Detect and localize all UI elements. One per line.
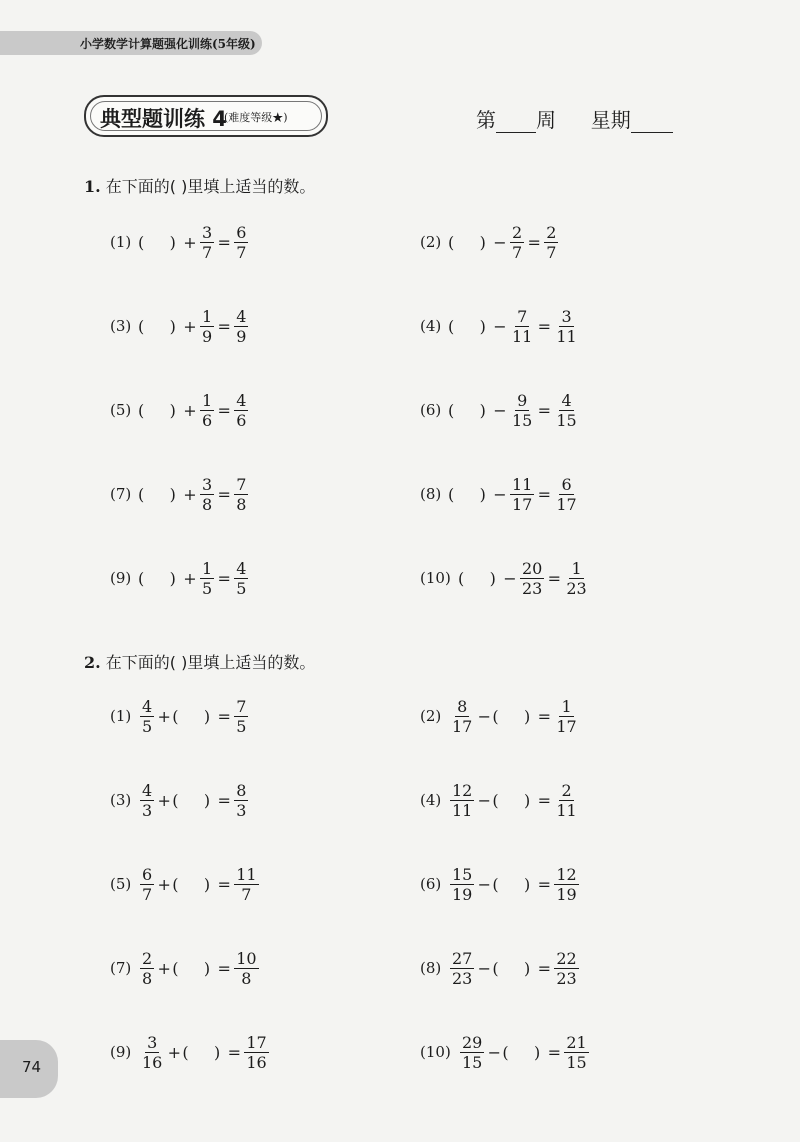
question-2-title	[84, 650, 315, 673]
equals-sign: =	[217, 706, 231, 726]
problem-label: (1)	[110, 233, 132, 251]
question-1-number: 1.	[84, 177, 101, 196]
result-fraction-denominator: 19	[556, 884, 577, 904]
operand-fraction	[450, 865, 474, 904]
result-fraction-numerator: 2	[561, 780, 572, 800]
operand-fraction-denominator: 7	[202, 242, 213, 262]
result-fraction	[554, 697, 578, 736]
operator: −	[493, 484, 507, 504]
operator: −	[487, 1042, 502, 1062]
operand-fraction-denominator: 3	[142, 800, 153, 820]
answer-blank[interactable]: ( )	[172, 790, 211, 810]
equals-sign: =	[537, 484, 552, 504]
result-fraction-numerator: 4	[236, 306, 247, 326]
result-fraction-denominator: 23	[556, 968, 577, 988]
operand-fraction-numerator: 3	[202, 222, 213, 242]
result-fraction-denominator: 11	[556, 326, 577, 346]
answer-blank[interactable]: ( )	[172, 958, 211, 978]
problem	[420, 220, 560, 264]
result-fraction	[234, 559, 248, 598]
weekday-label: 星期	[590, 108, 631, 132]
operand-fraction	[140, 865, 154, 904]
result-fraction-denominator: 5	[236, 578, 247, 598]
operand-fraction-numerator: 29	[462, 1032, 483, 1052]
problem-label: (3)	[110, 317, 132, 335]
operand-fraction-numerator: 3	[147, 1032, 158, 1052]
exercise-title-box	[84, 95, 328, 137]
operand-fraction	[200, 223, 214, 262]
result-fraction-denominator: 7	[546, 242, 557, 262]
problem-label: (4)	[420, 791, 442, 809]
equals-sign: =	[217, 484, 231, 504]
problem	[420, 778, 581, 822]
operand-fraction	[450, 781, 474, 820]
answer-blank[interactable]: ( )	[182, 1042, 221, 1062]
answer-blank[interactable]: ( )	[138, 568, 176, 588]
operand-fraction	[200, 559, 214, 598]
problem	[420, 388, 581, 432]
operand-fraction	[140, 949, 154, 988]
result-fraction-denominator: 3	[236, 800, 247, 820]
result-fraction	[234, 475, 248, 514]
operand-fraction-numerator: 1	[202, 390, 213, 410]
answer-blank[interactable]: ( )	[138, 400, 176, 420]
problem	[110, 946, 261, 990]
problem-label: (7)	[110, 959, 132, 977]
operand-fraction-numerator: 15	[452, 864, 473, 884]
operator: +	[183, 568, 197, 588]
operand-fraction	[510, 223, 524, 262]
problem-label: (5)	[110, 875, 132, 893]
equals-sign: =	[537, 706, 552, 726]
operand-fraction-denominator: 11	[512, 326, 533, 346]
week-number-blank[interactable]	[496, 108, 536, 133]
operand-fraction-numerator: 27	[452, 948, 473, 968]
operand-fraction-denominator: 11	[452, 800, 473, 820]
equals-sign: =	[217, 316, 231, 336]
operand-fraction-numerator: 12	[452, 780, 473, 800]
operator: −	[477, 706, 492, 726]
operand-fraction-denominator: 23	[522, 578, 543, 598]
weekday-blank[interactable]	[631, 108, 673, 133]
week-di-label: 第	[476, 108, 496, 132]
equals-sign: =	[547, 1042, 562, 1062]
operand-fraction-denominator: 5	[142, 716, 153, 736]
operator: +	[157, 958, 171, 978]
answer-blank[interactable]: ( )	[458, 568, 496, 588]
result-fraction	[234, 391, 248, 430]
result-fraction	[554, 307, 578, 346]
result-fraction	[234, 307, 248, 346]
operator: +	[167, 1042, 182, 1062]
operator: +	[183, 484, 197, 504]
operator: −	[477, 790, 492, 810]
equals-sign: =	[217, 400, 231, 420]
result-fraction-denominator: 8	[241, 968, 252, 988]
result-fraction-numerator: 8	[236, 780, 247, 800]
operand-fraction	[520, 559, 544, 598]
equals-sign: =	[537, 874, 552, 894]
operand-fraction-denominator: 5	[202, 578, 213, 598]
operator: −	[477, 874, 492, 894]
operator: +	[183, 400, 197, 420]
problem-label: (2)	[420, 707, 442, 725]
operator: +	[157, 706, 171, 726]
answer-blank[interactable]: ( )	[448, 400, 486, 420]
result-fraction-denominator: 5	[236, 716, 247, 736]
operand-fraction-denominator: 23	[452, 968, 473, 988]
operand-fraction-denominator: 17	[452, 716, 473, 736]
operand-fraction-denominator: 19	[452, 884, 473, 904]
operand-fraction-numerator: 4	[142, 780, 153, 800]
result-fraction-numerator: 4	[236, 558, 247, 578]
operand-fraction	[460, 1033, 484, 1072]
operator: +	[157, 874, 171, 894]
page-number: 74	[22, 1058, 42, 1076]
result-fraction-denominator: 9	[236, 326, 247, 346]
operand-fraction-denominator: 17	[512, 494, 533, 514]
result-fraction	[554, 949, 578, 988]
result-fraction	[234, 865, 258, 904]
operand-fraction-denominator: 16	[142, 1052, 163, 1072]
result-fraction	[554, 781, 578, 820]
equals-sign: =	[217, 232, 231, 252]
result-fraction	[234, 781, 248, 820]
problem	[110, 304, 250, 348]
week-line	[476, 104, 673, 133]
equals-sign: =	[537, 316, 552, 336]
result-fraction-numerator: 7	[236, 696, 247, 716]
equals-sign: =	[217, 790, 231, 810]
exercise-title: 典型题训练 4	[100, 107, 227, 131]
series-title: 小学数学计算题强化训练(5年级)	[80, 37, 256, 51]
problem	[420, 862, 581, 906]
problem-label: (10)	[420, 1043, 451, 1061]
problem	[420, 946, 581, 990]
operand-fraction	[200, 307, 214, 346]
result-fraction	[244, 1033, 268, 1072]
result-fraction	[554, 475, 578, 514]
operand-fraction-denominator: 8	[142, 968, 153, 988]
result-fraction-numerator: 12	[556, 864, 577, 884]
answer-blank[interactable]: ( )	[448, 232, 486, 252]
equals-sign: =	[227, 1042, 242, 1062]
answer-blank[interactable]: ( )	[502, 1042, 541, 1062]
operand-fraction-denominator: 9	[202, 326, 213, 346]
result-fraction-numerator: 21	[566, 1032, 587, 1052]
operand-fraction-denominator: 15	[512, 410, 533, 430]
answer-blank[interactable]: ( )	[448, 484, 486, 504]
answer-blank[interactable]: ( )	[138, 232, 176, 252]
operand-fraction	[510, 391, 534, 430]
result-fraction-numerator: 4	[236, 390, 247, 410]
result-fraction-numerator: 6	[236, 222, 247, 242]
result-fraction-denominator: 16	[246, 1052, 267, 1072]
answer-blank[interactable]: ( )	[448, 316, 486, 336]
result-fraction-numerator: 17	[246, 1032, 267, 1052]
problem-label: (1)	[110, 707, 132, 725]
result-fraction	[544, 223, 558, 262]
operand-fraction-numerator: 7	[517, 306, 528, 326]
answer-blank[interactable]: ( )	[138, 316, 176, 336]
result-fraction-numerator: 11	[236, 864, 257, 884]
equals-sign: =	[537, 958, 552, 978]
result-fraction-denominator: 15	[556, 410, 577, 430]
page-number-tab	[0, 1040, 58, 1098]
operand-fraction-numerator: 8	[457, 696, 468, 716]
operand-fraction-numerator: 4	[142, 696, 153, 716]
difficulty-label: (难度等级★)	[224, 111, 288, 124]
problem	[110, 556, 250, 600]
operator: −	[493, 232, 507, 252]
operand-fraction-denominator: 7	[512, 242, 523, 262]
answer-blank[interactable]: ( )	[492, 706, 531, 726]
operator: +	[157, 790, 171, 810]
problem-label: (10)	[420, 569, 451, 587]
equals-sign: =	[217, 568, 231, 588]
problem-label: (6)	[420, 401, 442, 419]
equals-sign: =	[527, 232, 541, 252]
result-fraction-denominator: 17	[556, 716, 577, 736]
result-fraction	[234, 697, 248, 736]
problem	[110, 862, 261, 906]
result-fraction-numerator: 1	[561, 696, 572, 716]
problem	[420, 694, 581, 738]
problem-label: (8)	[420, 959, 442, 977]
operator: −	[503, 568, 517, 588]
operand-fraction	[450, 949, 474, 988]
answer-blank[interactable]: ( )	[492, 790, 531, 810]
problem-label: (7)	[110, 485, 132, 503]
problem-label: (5)	[110, 401, 132, 419]
operand-fraction-denominator: 7	[142, 884, 153, 904]
problem-label: (9)	[110, 1043, 132, 1061]
operator: −	[493, 316, 507, 336]
question-2-number: 2.	[84, 653, 101, 672]
result-fraction-denominator: 11	[556, 800, 577, 820]
problem-label: (3)	[110, 791, 132, 809]
result-fraction-denominator: 7	[241, 884, 252, 904]
result-fraction	[554, 865, 578, 904]
problem	[420, 304, 581, 348]
result-fraction-numerator: 10	[236, 948, 257, 968]
operand-fraction-numerator: 11	[512, 474, 533, 494]
problem	[420, 1030, 591, 1074]
result-fraction-numerator: 1	[571, 558, 582, 578]
operator: −	[477, 958, 492, 978]
operand-fraction-numerator: 20	[522, 558, 543, 578]
problem	[110, 694, 250, 738]
operand-fraction	[510, 307, 534, 346]
operand-fraction	[200, 475, 214, 514]
operand-fraction-numerator: 1	[202, 306, 213, 326]
problem-label: (6)	[420, 875, 442, 893]
header-bar	[0, 31, 262, 55]
problem	[110, 220, 250, 264]
problem	[110, 472, 250, 516]
result-fraction-numerator: 22	[556, 948, 577, 968]
result-fraction	[554, 391, 578, 430]
result-fraction-numerator: 4	[561, 390, 572, 410]
operand-fraction-numerator: 3	[202, 474, 213, 494]
operand-fraction	[140, 1033, 164, 1072]
problem	[420, 472, 581, 516]
answer-blank[interactable]: ( )	[138, 484, 176, 504]
result-fraction-denominator: 6	[236, 410, 247, 430]
equals-sign: =	[547, 568, 562, 588]
operator: −	[493, 400, 507, 420]
operand-fraction-numerator: 6	[142, 864, 153, 884]
result-fraction	[234, 223, 248, 262]
result-fraction	[564, 1033, 588, 1072]
problem	[420, 556, 591, 600]
problem	[110, 388, 250, 432]
result-fraction-numerator: 6	[561, 474, 572, 494]
operand-fraction	[510, 475, 534, 514]
operator: +	[183, 316, 197, 336]
question-2-text: 在下面的( )里填上适当的数。	[105, 653, 316, 672]
operand-fraction-numerator: 9	[517, 390, 528, 410]
answer-blank[interactable]: ( )	[172, 706, 211, 726]
question-1-text: 在下面的( )里填上适当的数。	[105, 177, 316, 196]
operand-fraction-numerator: 2	[142, 948, 153, 968]
operator: +	[183, 232, 197, 252]
problem-label: (2)	[420, 233, 442, 251]
problem	[110, 1030, 271, 1074]
operand-fraction-numerator: 2	[512, 222, 523, 242]
operand-fraction-numerator: 1	[202, 558, 213, 578]
answer-blank[interactable]: ( )	[172, 874, 211, 894]
result-fraction	[234, 949, 258, 988]
operand-fraction	[140, 781, 154, 820]
problem-label: (9)	[110, 569, 132, 587]
answer-blank[interactable]: ( )	[492, 874, 531, 894]
result-fraction-denominator: 15	[566, 1052, 587, 1072]
problem-label: (4)	[420, 317, 442, 335]
operand-fraction	[450, 697, 474, 736]
operand-fraction-denominator: 6	[202, 410, 213, 430]
result-fraction	[564, 559, 588, 598]
operand-fraction	[200, 391, 214, 430]
problem	[110, 778, 250, 822]
result-fraction-denominator: 23	[566, 578, 587, 598]
result-fraction-numerator: 2	[546, 222, 557, 242]
equals-sign: =	[217, 958, 231, 978]
result-fraction-denominator: 7	[236, 242, 247, 262]
answer-blank[interactable]: ( )	[492, 958, 531, 978]
equals-sign: =	[537, 400, 552, 420]
equals-sign: =	[537, 790, 552, 810]
result-fraction-numerator: 3	[561, 306, 572, 326]
equals-sign: =	[217, 874, 231, 894]
operand-fraction-denominator: 8	[202, 494, 213, 514]
result-fraction-denominator: 8	[236, 494, 247, 514]
result-fraction-numerator: 7	[236, 474, 247, 494]
result-fraction-denominator: 17	[556, 494, 577, 514]
operand-fraction	[140, 697, 154, 736]
week-zhou-label: 周	[536, 108, 556, 132]
operand-fraction-denominator: 15	[462, 1052, 483, 1072]
problem-label: (8)	[420, 485, 442, 503]
question-1-title	[84, 174, 315, 197]
